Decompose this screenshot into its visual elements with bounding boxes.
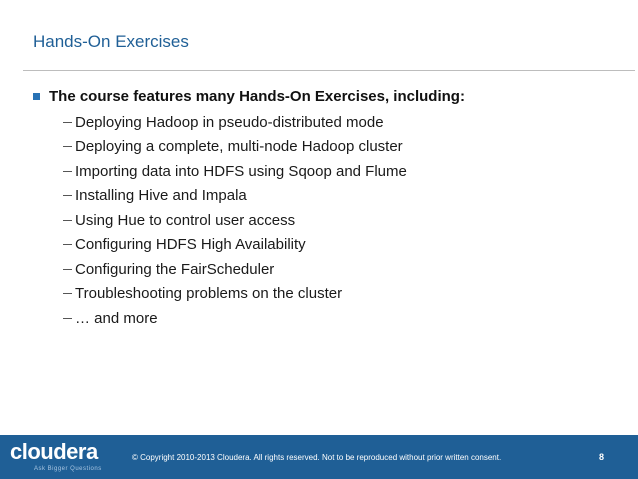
exercise-list — [63, 110, 407, 331]
list-item-text: Deploying a complete, multi-node Hadoop cluster — [75, 138, 403, 156]
list-item — [63, 306, 407, 331]
list-item-text: Troubleshooting problems on the cluster — [75, 285, 343, 303]
list-item — [63, 282, 407, 307]
main-bullet-text: The course features many Hands-On Exercises, including: — [49, 87, 465, 105]
list-item — [63, 257, 407, 282]
dash-bullet-icon — [63, 318, 72, 319]
main-bullet — [33, 86, 465, 106]
list-item-text: Deploying Hadoop in pseudo-distributed mode — [75, 113, 384, 131]
list-item-text: Configuring HDFS High Availability — [75, 236, 306, 254]
list-item — [63, 159, 407, 184]
list-item-text: Importing data into HDFS using Sqoop and Flume — [75, 162, 407, 180]
list-item-text: Installing Hive and Impala — [75, 187, 247, 205]
dash-bullet-icon — [63, 220, 72, 221]
dash-bullet-icon — [63, 293, 72, 294]
dash-bullet-icon — [63, 171, 72, 172]
list-item — [63, 184, 407, 209]
list-item-text: Configuring the FairScheduler — [75, 260, 275, 278]
cloudera-logo — [10, 439, 110, 475]
logo-tagline: Ask Bigger Questions — [34, 466, 102, 472]
copyright-notice: © Copyright 2010-2013 Cloudera. All rights reserved. Not to be reproduced without prior written consent. — [132, 452, 502, 462]
square-bullet-icon — [33, 93, 40, 100]
title-divider — [23, 70, 635, 71]
list-item — [63, 135, 407, 160]
list-item-text: … and more — [75, 309, 158, 327]
dash-bullet-icon — [63, 195, 72, 196]
dash-bullet-icon — [63, 122, 72, 123]
logo-wordmark: cloudera — [10, 439, 98, 464]
list-item-text: Using Hue to control user access — [75, 211, 296, 229]
list-item — [63, 208, 407, 233]
footer-bar — [0, 435, 638, 479]
dash-bullet-icon — [63, 244, 72, 245]
list-item — [63, 233, 407, 258]
dash-bullet-icon — [63, 269, 72, 270]
page-number: 8 — [598, 452, 604, 462]
slide-title: Hands-On Exercises — [33, 32, 189, 51]
list-item — [63, 110, 407, 135]
dash-bullet-icon — [63, 146, 72, 147]
